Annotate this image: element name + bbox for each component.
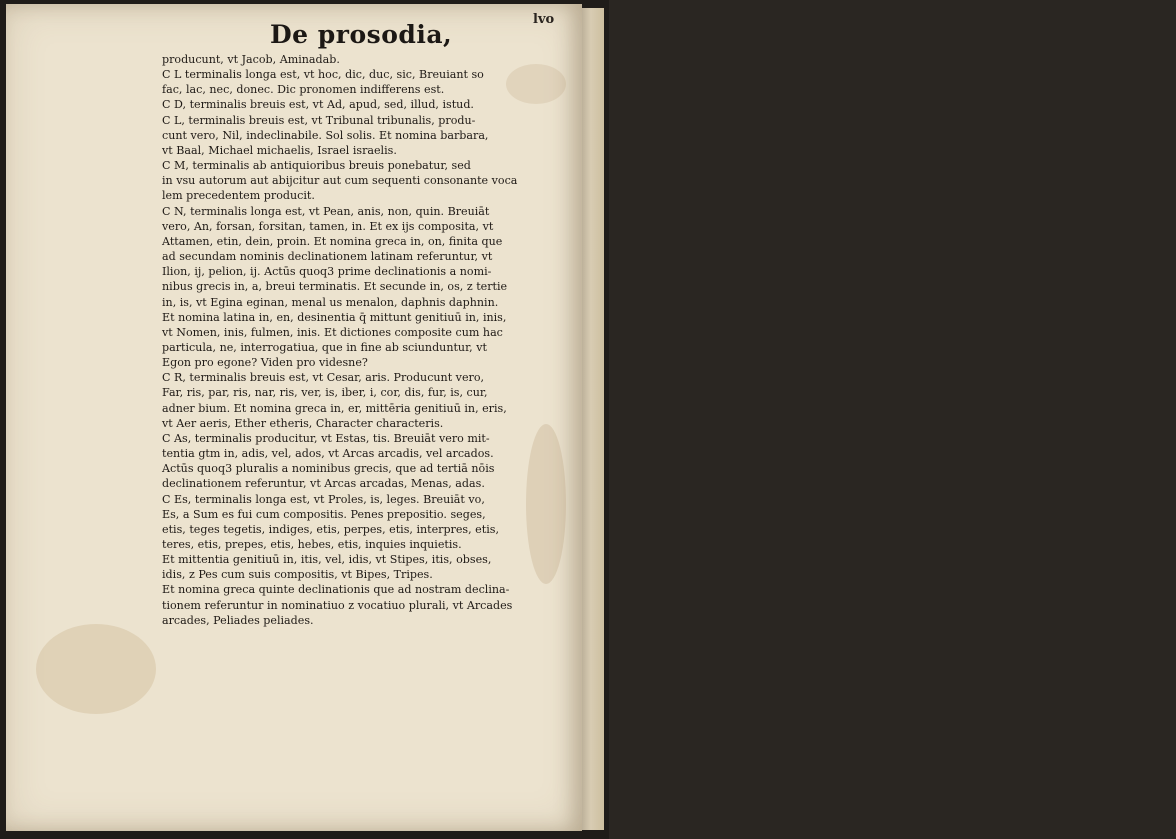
text-line: lem precedentem producit. (162, 189, 315, 203)
bleed-mark: · (1172, 307, 1176, 314)
text-line: cunt vero, Nil, indeclinabile. Sol solis. Et nomina barbara, (162, 128, 489, 142)
text-line: C N, terminalis longa est, vt Pean, anis, non, quin. Breuiāt (162, 204, 490, 218)
text-line: C L terminalis longa est, vt hoc, dic, duc, sic, Breuiant so (162, 68, 484, 82)
text-line: C R, terminalis breuis est, vt Cesar, aris. Producunt vero, (162, 371, 485, 385)
adjacent-page-edge (582, 8, 1176, 830)
text-line: tentia gtm in, adis, vel, ados, vt Arcas arcadis, vel arcados. (162, 447, 494, 461)
bleed-mark: · (1172, 567, 1176, 574)
text-line: vt Aer aeris, Ether etheris, Character characteris. (162, 416, 444, 430)
text-line: C Es, terminalis longa est, vt Proles, is, leges. Breuiāt vo, (162, 492, 485, 506)
body-text (162, 52, 547, 628)
text-line: Et nomina greca quinte declinationis que ad nostram declina- (162, 583, 510, 597)
text-line: in vsu autorum aut abijcitur aut cum sequenti consonante voca (162, 174, 518, 188)
text-line: C D, terminalis breuis est, vt Ad, apud, sed, illud, istud. (162, 98, 474, 112)
text-line: adner bium. Et nomina greca in, er, mittēria genitiuū in, eris, (162, 401, 507, 415)
text-line: Egon pro egone? Viden pro videsne? (162, 356, 368, 370)
text-line: vt Nomen, inis, fulmen, inis. Et dictiones composite cum hac (162, 325, 503, 339)
text-line: Et nomina latina in, en, desinentia q̄ mittunt genitiuū in, inis, (162, 310, 507, 324)
text-line: ad secundam nominis declinationem latinam referuntur, vt (162, 250, 493, 264)
text-line: C L, terminalis breuis est, vt Tribunal tribunalis, produ- (162, 113, 476, 127)
page-title: De prosodia, (270, 20, 453, 49)
text-line: teres, etis, prepes, etis, hebes, etis, inquies inquietis. (162, 538, 462, 551)
text-line: tionem referuntur in nominatiuo z vocatiuo plurali, vt Arcades (162, 598, 513, 612)
text-line: etis, teges tegetis, indiges, etis, perpes, etis, interpres, etis, (162, 522, 499, 536)
text-line: nibus grecis in, a, breui terminatis. Et secunde in, os, z tertie (162, 280, 508, 294)
text-line: C As, terminalis producitur, vt Estas, tis. Breuiāt vero mit- (162, 431, 490, 445)
text-line: Attamen, etin, dein, proin. Et nomina greca in, on, finita que (162, 234, 503, 248)
text-line: in, is, vt Egina eginan, menal us menalon, daphnis daphnin. (162, 295, 499, 309)
text-line: vero, An, forsan, forsitan, tamen, in. Et ex ijs composita, vt (162, 219, 494, 233)
text-line: particula, ne, interrogatiua, que in fine ab sciunduntur, vt (162, 340, 487, 354)
bleed-mark: · (1172, 97, 1176, 104)
text-line: C M, terminalis ab antiquioribus breuis ponebatur, sed (162, 159, 471, 173)
page-number: lvo (533, 12, 555, 27)
text-line: arcades, Peliades peliades. (162, 613, 314, 627)
text-line: Es, a Sum es fui cum compositis. Penes prepositio. seges, (162, 507, 486, 521)
text-line: Ilion, ij, pelion, ij. Actūs quoq3 prime declinationis a nomi- (162, 265, 492, 279)
text-line: vt Baal, Michael michaelis, Israel israelis. (162, 143, 397, 157)
text-line: producunt, vt Jacob, Aminadab. (162, 53, 340, 66)
text-line: Actūs quoq3 pluralis a nominibus grecis, que ad tertiā nōis (162, 462, 495, 476)
text-line: idis, z Pes cum suis compositis, vt Bipes, Tripes. (162, 568, 433, 582)
text-line: Far, ris, par, ris, nar, ris, ver, is, iber, i, cor, dis, fur, is, cur, (162, 386, 488, 400)
text-line: Et mittentia genitiuū in, itis, vel, idis, vt Stipes, itis, obses, (162, 553, 492, 567)
paper-stain (36, 624, 156, 714)
text-line: declinationem referuntur, vt Arcas arcadas, Menas, adas. (162, 477, 485, 491)
text-line: fac, lac, nec, donec. Dic pronomen indifferens est. (162, 83, 445, 97)
